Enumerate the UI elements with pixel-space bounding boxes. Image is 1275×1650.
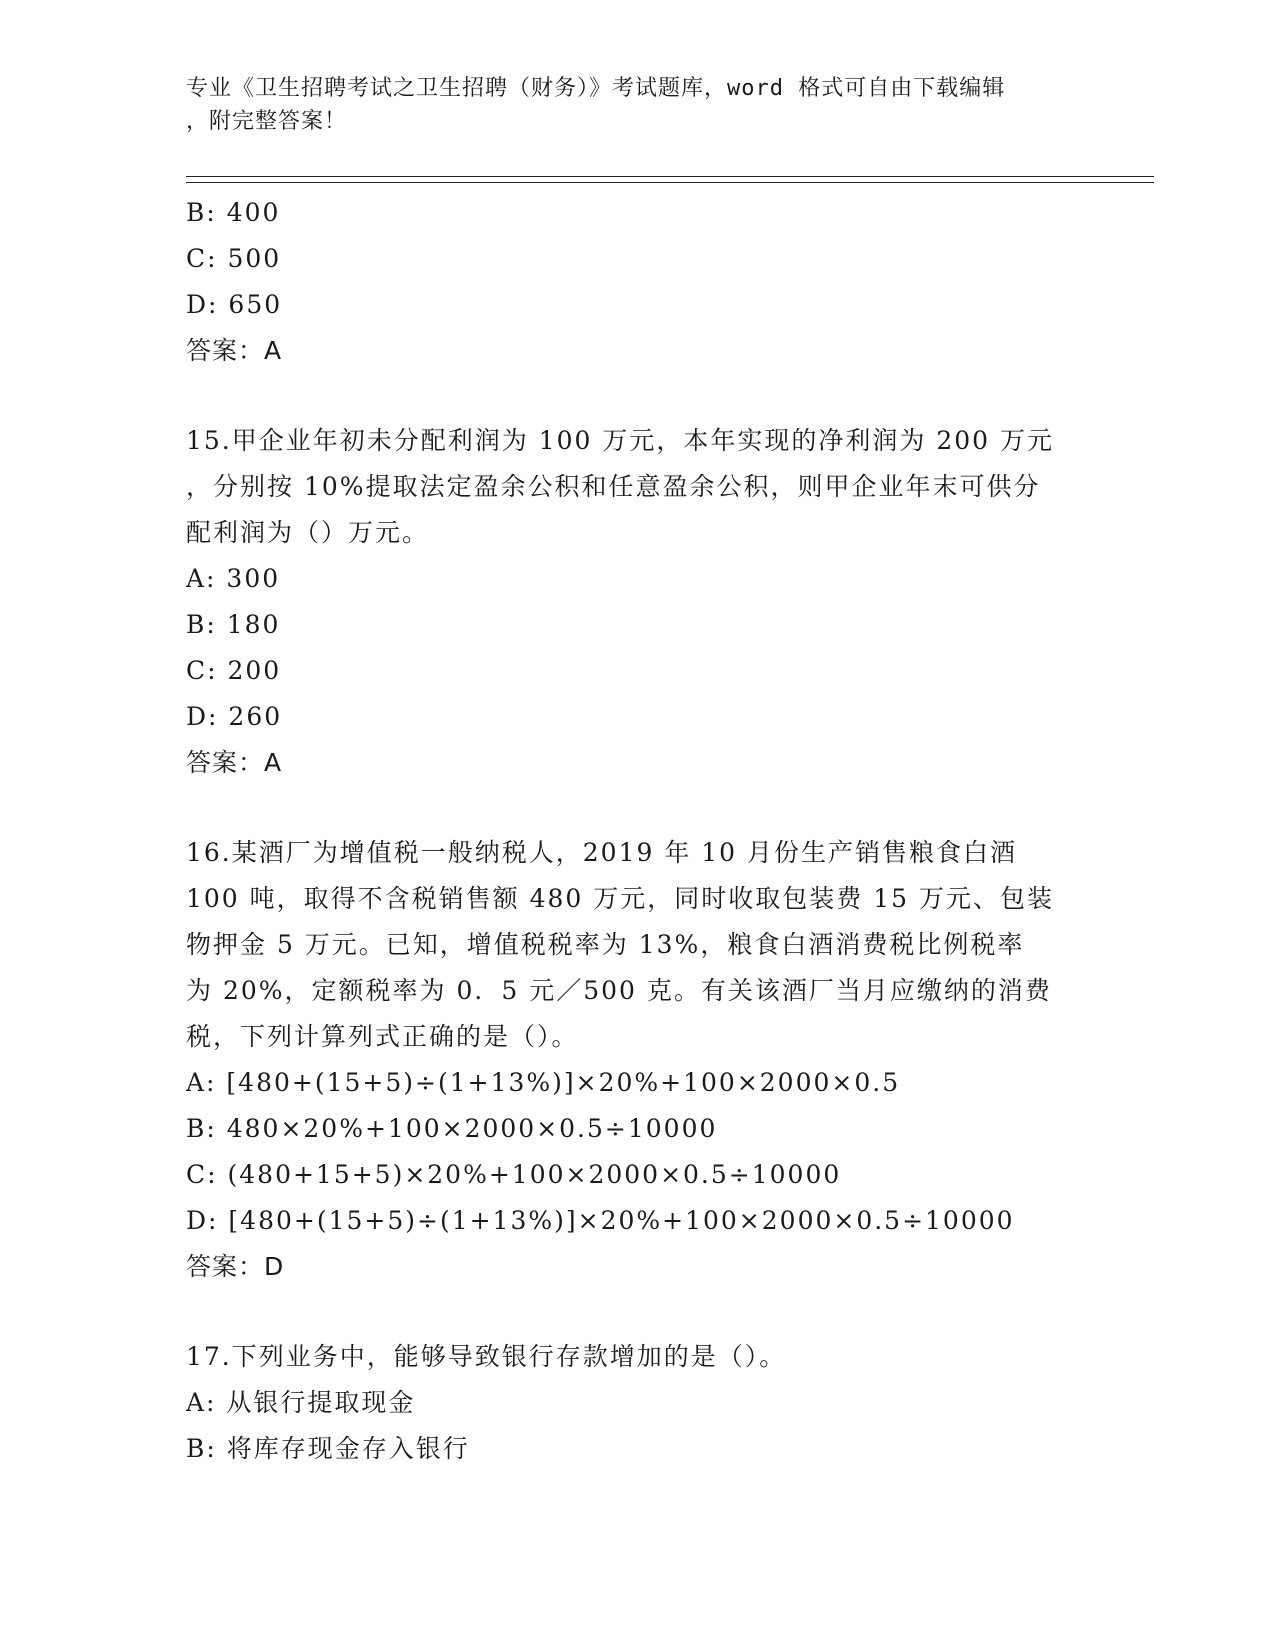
question-14-continued: [186, 190, 1086, 374]
option-b: B: 180: [186, 610, 281, 639]
question-stem: 税，下列计算列式正确的是（）。: [186, 1022, 579, 1051]
option-d: D: 260: [186, 702, 283, 731]
header-line-2: ，附完整答案！: [186, 109, 348, 134]
question-stem: 100 吨，取得不含税销售额 480 万元，同时收取包装费 15 万元、包装: [186, 884, 1054, 913]
question-stem: 物押金 5 万元。已知，增值税税率为 13%，粮食白酒消费税比例税率: [186, 930, 1025, 959]
spacer: [186, 786, 1086, 830]
option-b: B: 将库存现金存入银行: [186, 1434, 470, 1463]
option-c: C: 200: [186, 656, 282, 685]
question-15: [186, 418, 1086, 786]
option-d: D: [480+(15+5)÷(1+13%)]×20%+100×2000×0.5÷10000: [186, 1206, 1015, 1235]
question-stem: ，分别按 10%提取法定盈余公积和任意盈余公积，则甲企业年末可供分: [186, 472, 1041, 501]
question-17: [186, 1334, 1086, 1472]
option-c: C: (480+15+5)×20%+100×2000×0.5÷10000: [186, 1160, 842, 1189]
option-c: C: 500: [186, 244, 282, 273]
question-stem: 配利润为（）万元。: [186, 518, 430, 547]
header-divider: [186, 176, 1154, 183]
option-b: B: 400: [186, 198, 281, 227]
page-header: [186, 72, 1066, 138]
spacer: [186, 1290, 1086, 1334]
option-d: D: 650: [186, 290, 283, 319]
header-line-1: 专业《卫生招聘考试之卫生招聘（财务）》考试题库，word 格式可自由下载编辑: [186, 76, 1006, 101]
question-16: [186, 830, 1086, 1290]
answer: 答案：A: [186, 748, 283, 777]
option-a: A: 300: [186, 564, 281, 593]
question-stem: 16.某酒厂为增值税一般纳税人，2019 年 10 月份生产销售粮食白酒: [186, 838, 1018, 867]
spacer: [186, 374, 1086, 418]
answer: 答案：D: [186, 1252, 285, 1281]
option-a: A: [480+(15+5)÷(1+13%)]×20%+100×2000×0.5: [186, 1068, 901, 1097]
question-stem: 17.下列业务中，能够导致银行存款增加的是（）。: [186, 1342, 787, 1371]
question-stem: 为 20%，定额税率为 0．5 元／500 克。有关该酒厂当月应缴纳的消费: [186, 976, 1052, 1005]
document-body: [186, 190, 1086, 1472]
question-stem: 15.甲企业年初未分配利润为 100 万元，本年实现的净利润为 200 万元: [186, 426, 1054, 455]
option-b: B: 480×20%+100×2000×0.5÷10000: [186, 1114, 718, 1143]
answer: 答案：A: [186, 336, 283, 365]
option-a: A: 从银行提取现金: [186, 1388, 416, 1417]
